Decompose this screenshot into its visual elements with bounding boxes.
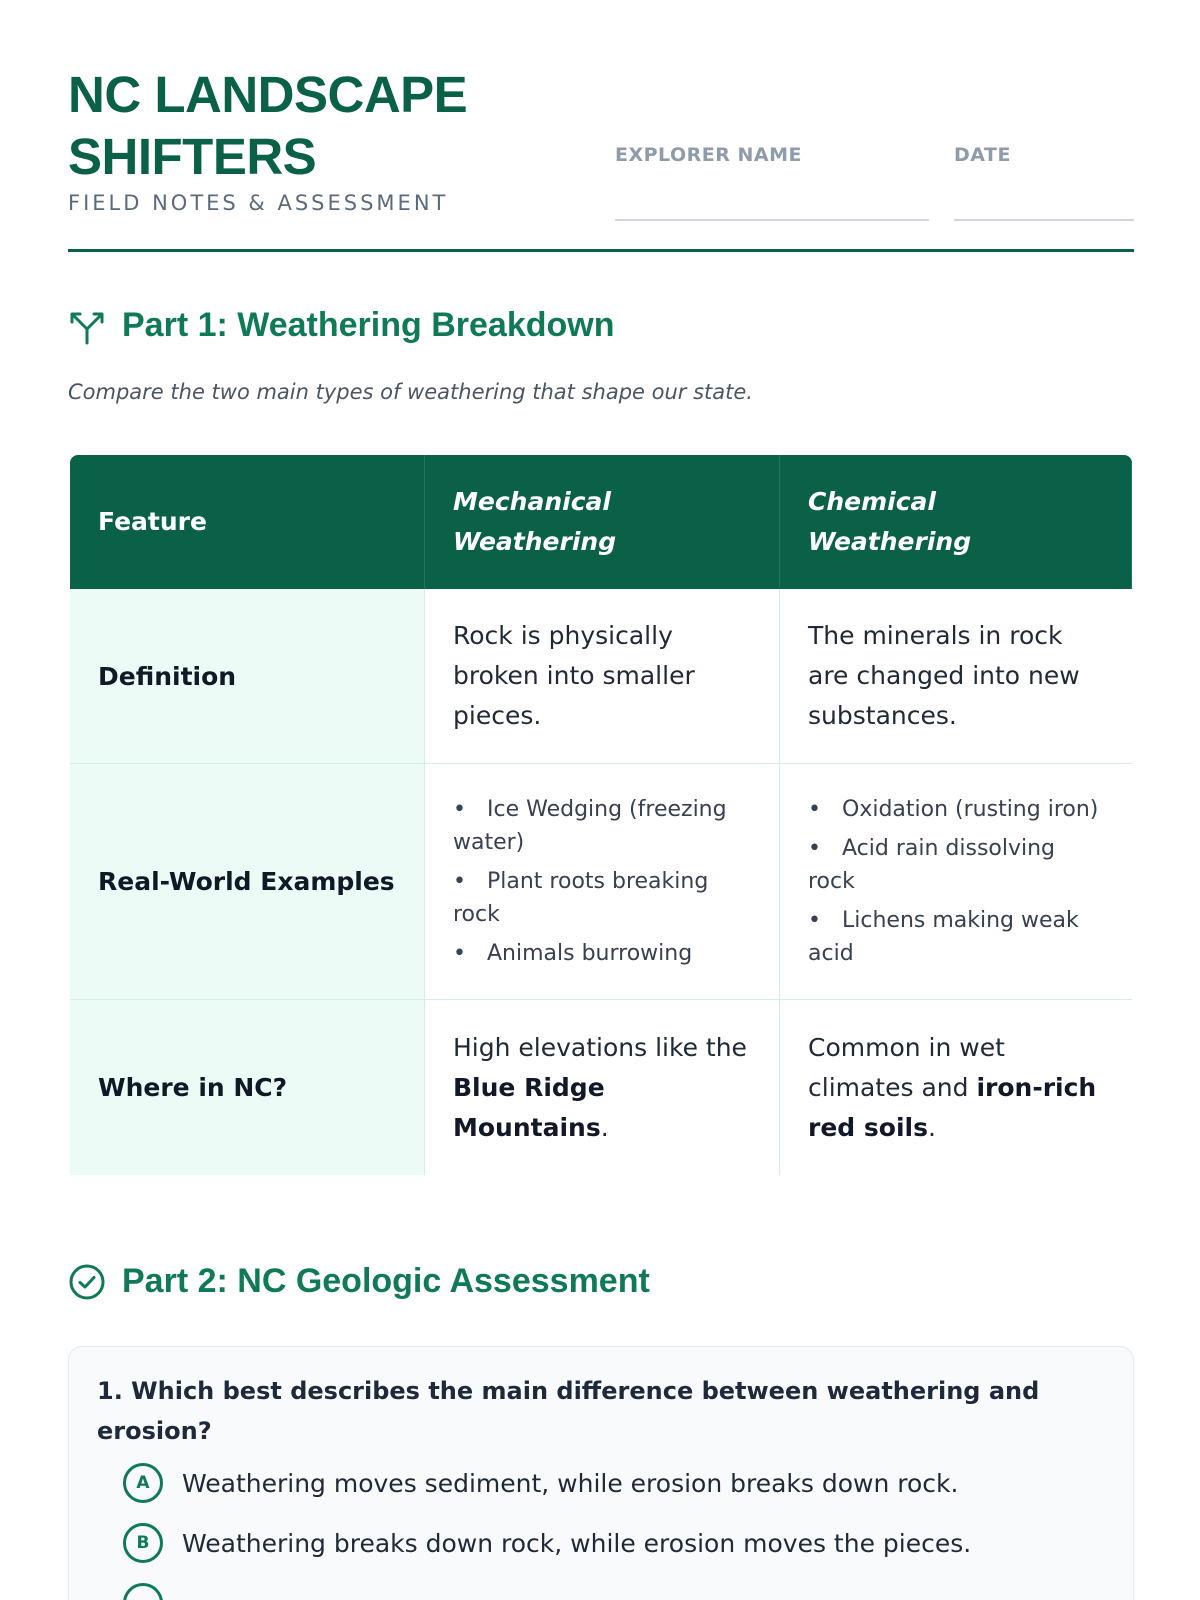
mechanical-where-text: High elevations like the [453,1032,747,1062]
part1-heading: Part 1: Weathering Breakdown [122,306,615,344]
date-label: DATE [954,144,1011,166]
question-card [68,1346,1134,1600]
option-c-letter [123,1583,163,1600]
title-line-2: SHIFTERS [68,128,317,185]
weathering-table [70,455,1132,1175]
option-a-text: Weathering moves sediment, while erosion breaks down rock. [182,1468,959,1498]
split-arrow-icon [68,307,106,345]
list-item: • Oxidation (rusting iron) [808,793,1104,826]
chemical-definition: The minerals in rock are changed into new substances. [780,589,1132,764]
feature-where: Where in NC? [70,1000,425,1175]
worksheet-header [68,64,1134,252]
chemical-examples-list [808,787,1104,976]
mechanical-definition: Rock is physically broken into smaller pieces. [425,589,780,764]
mechanical-examples-list [453,787,751,976]
table-row [70,1000,1132,1175]
mechanical-where-bold: Blue Ridge Mountains [453,1072,605,1142]
page-subtitle: FIELD NOTES & ASSESSMENT [68,191,449,215]
page-title [68,64,628,188]
part2-heading-row [68,1262,650,1301]
mechanical-where [425,1000,780,1175]
feature-definition: Definition [70,589,425,764]
list-item: • Acid rain dissolving rock [808,832,1104,898]
check-circle-icon [68,1263,106,1301]
feature-examples: Real-World Examples [70,764,425,1000]
table-header-row [70,455,1132,589]
list-item: • Plant roots breaking rock [453,865,751,931]
column-header-chemical: Chemical Weathering [780,455,1132,589]
option-c-partial[interactable] [123,1583,182,1600]
question-text: 1. Which best describes the main difference between weathering and erosion? [97,1377,1040,1445]
chemical-examples [780,764,1132,1000]
chemical-where-text: Common in wet climates and [808,1032,1005,1102]
table-row [70,589,1132,764]
column-header-mechanical: Mechanical Weathering [425,455,780,589]
list-item: • Ice Wedging (freezing water) [453,793,751,859]
option-b[interactable] [123,1523,971,1563]
explorer-name-label: EXPLORER NAME [615,144,802,166]
chemical-where [780,1000,1132,1175]
date-field[interactable] [954,219,1134,221]
option-b-text: Weathering breaks down rock, while erosion moves the pieces. [182,1528,972,1558]
option-a[interactable] [123,1463,958,1503]
title-line-1: NC LANDSCAPE [68,66,468,123]
explorer-name-field[interactable] [615,219,929,221]
option-a-letter: A [123,1463,163,1503]
option-b-letter: B [123,1523,163,1563]
worksheet-page [68,0,1134,1600]
part2-heading: Part 2: NC Geologic Assessment [122,1262,650,1300]
list-item: • Lichens making weak acid [808,904,1104,970]
part1-heading-row [68,306,615,345]
list-item: • Animals burrowing [453,937,751,970]
table-row [70,764,1132,1000]
chemical-where-bold: iron-rich red soils [808,1072,1097,1142]
part1-intro: Compare the two main types of weathering that shape our state. [68,380,753,404]
mechanical-examples [425,764,780,1000]
chemical-where-end: . [927,1112,936,1142]
column-header-feature: Feature [70,455,425,589]
mechanical-where-end: . [600,1112,609,1142]
